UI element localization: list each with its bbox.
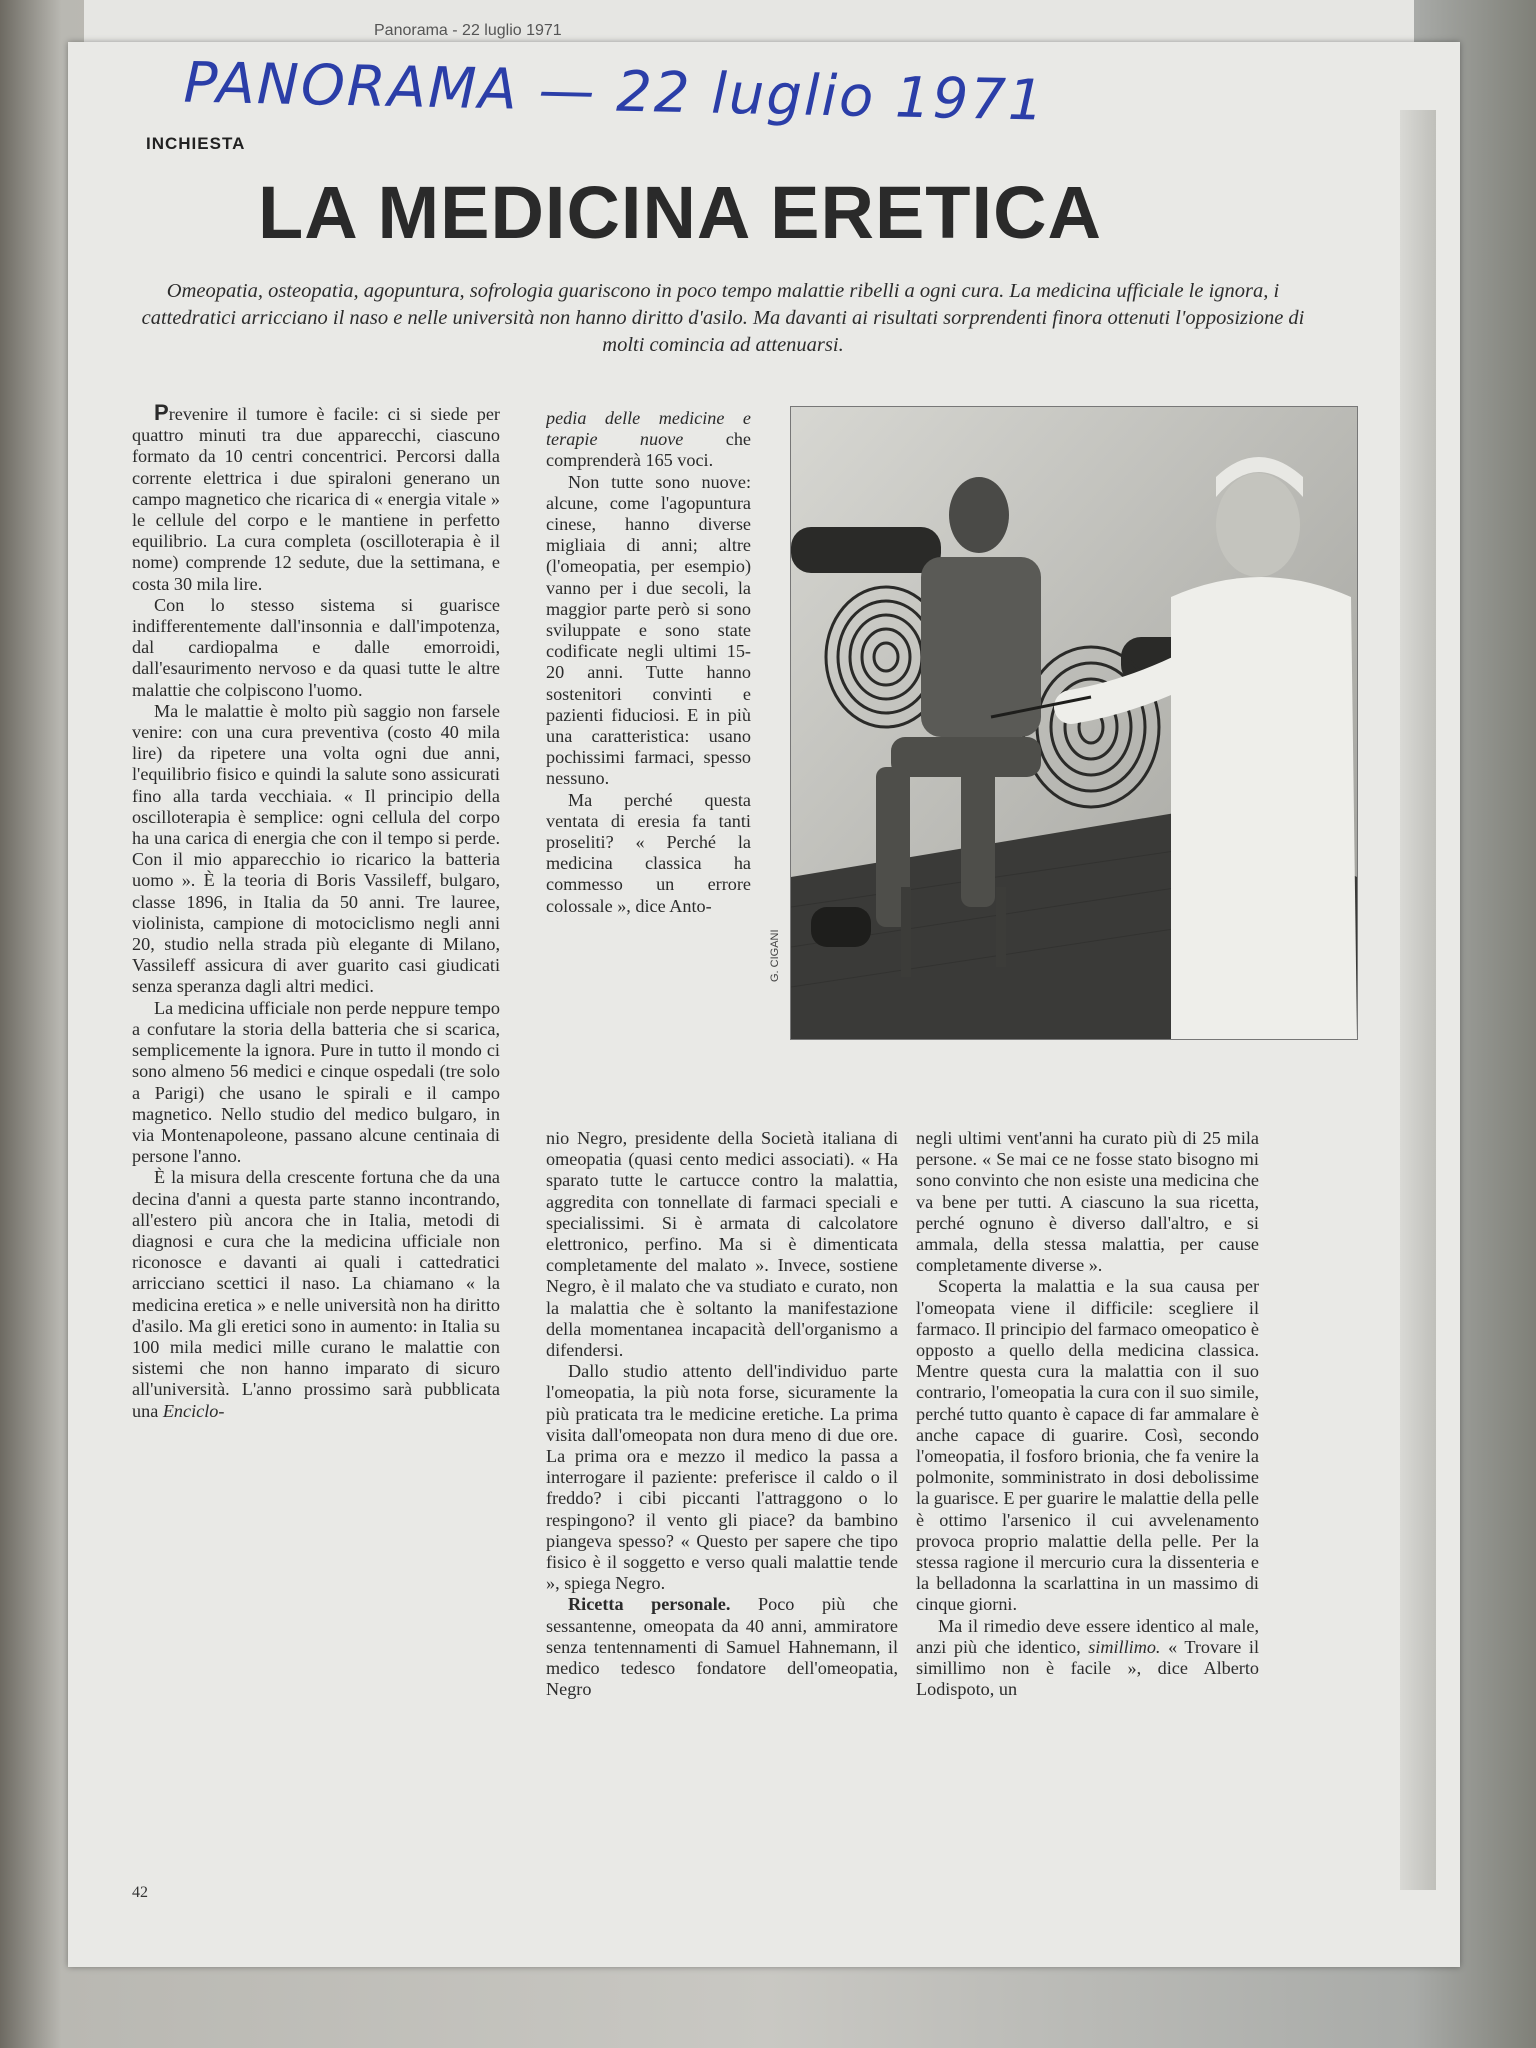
paragraph-text: che comprenderà 165 voci. [546,429,751,471]
photo-credit: G. CIGANI [769,929,781,982]
paragraph: Scoperta la malattia e la sua causa per l'omeopata viene il difficile: scegliere il farmaco. Il principio del farmaco omeopatico è opposto a quello della medicina classica. Mentre questa cura la malattia con il suo contrario, l'omeopatia la cura con il suo simile, perché tutto quanto è capace di far ammalare è anche capace di guarire. Così, secondo l'omeopatia, il fosforo brionia, che fa venire la polmonite, somministrato in dosi debolissime la guarisce. E per guarire le malattie della pelle è ottimo l'arsenico il cui avvelenamento provoca proprio malattie della pelle. Per la stessa ragione il mercurio cura la dissenteria e la belladonna la scarlattina in un massimo di cinque giorni. [916,1276,1259,1615]
paragraph [132,402,500,595]
paragraph: negli ultimi vent'anni ha curato più di 25 mila persone. « Se mai ce ne fosse stato bisogno mi sono convinto che non esiste una medicina che va bene per tutti. A ciascuno la sua ricetta, perché ognuno è diverso dall'altro, e si ammala, della stessa malattia, per cause completamente diverse ». [916,1128,1259,1276]
paragraph-text: È la misura della crescente fortuna che da una decina d'anni a questa parte stanno incontrando, all'estero più ancora che in Italia, metodi di diagnosi e cura che la medicina ufficiale non riconosce e davanti ai quali i cattedratici arricciano scettici il naso. La chiamano « la medicina eretica » e nelle università non ha diritto d'asilo. Ma gli eretici sono in aumento: in Italia su 100 mila medici mille curano le malattie con sistemi che non hanno imparato di sicuro all'università. L'anno prossimo sarà pubblicata una [132,1167,500,1421]
subheading: Ricetta personale. [568,1594,731,1615]
paragraph [132,1167,500,1421]
magazine-page [68,42,1460,1967]
paragraph: Non tutte sono nuove: alcune, come l'agopuntura cinese, hanno diverse migliaia di anni; altre (l'omeopatia, per esempio) vanno per i due secoli, la maggior parte però si sono sviluppate e sono state codificate negli ultimi 15-20 anni. Tutte hanno sostenitori convinti e pazienti fiduciosi. E in più una caratteristica: usano pochissimi farmaci, spesso nessuno. [546,471,751,789]
paragraph [546,1594,898,1700]
article-photo [790,406,1358,1040]
paragraph: Ma perché questa ventata di eresia fa tanti proseliti? « Perché la medicina classica ha commesso un errore colossale », dice Anto- [546,789,751,916]
column-2-bottom [546,1128,898,1878]
paragraph: Ma le malattie è molto più saggio non farsele venire: con una cura preventiva (costo 40 mila lire) da ripetere una volta ogni due anni, l'equilibrio fisico e quindi la salute sono assicurati fino alla tarda vecchiaia. « Il principio della oscilloterapia è semplice: ogni cellula del corpo ha una carica di energia che con il tempo si perde. Con il mio apparecchio io ricarico la batteria uomo ». È la teoria di Boris Vassileff, bulgaro, classe 1896, in Italia da 50 anni. Tre lauree, violinista, campione di motociclismo negli anni 20, studio nella strada più elegante di Milano, Vassileff assicura di aver guarito casi giudicati senza speranza dagli altri medici. [132,700,500,997]
paragraph-text: Ma il rimedio deve essere identico al male, anzi più che identico, [916,1615,1259,1657]
article-deck: Omeopatia, osteopatia, agopuntura, sofrologia guariscono in poco tempo malattie ribelli a ogni cura. La medicina ufficiale le ignora, i cattedratici arricciano il naso e nelle università non hanno diritto d'asilo. Ma davanti ai risultati sorprendenti finora ottenuti l'opposizione di molti comincia ad attenuarsi. [141,280,1305,356]
paragraph [916,1616,1259,1701]
page-edge [1400,110,1436,1890]
paragraph [546,408,751,472]
drop-cap: P [154,402,169,425]
underlying-page-header: Panorama - 22 luglio 1971 [374,22,562,39]
photo-illustration [791,407,1357,1039]
paragraph: La medicina ufficiale non perde neppure tempo a confutare la storia della batteria che si scarica, semplicemente la ignora. Pure in tutto il mondo ci sono almeno 56 medici e cinque ospedali (tre solo a Parigi) che usano le spirali e il campo magnetico. Nello studio del medico bulgaro, in via Montenapoleone, passano alcune centinaia di persone l'anno. [132,997,500,1167]
paragraph: Con lo stesso sistema si guarisce indifferentemente dall'insonnia e dall'impotenza, dal cardiopalma e dalle emorroidi, dall'esaurimento nervoso e da quasi tutte le altre malattie che colpiscono l'uomo. [132,594,500,700]
page-number: 42 [132,1884,148,1901]
italic-text: simillimo. [1088,1636,1161,1657]
italic-text: pedia delle medicine e terapie nuove [546,408,751,450]
paragraph-text: « Trovare il simillimo non è facile », dice Alberto Lodispoto, un [916,1636,1259,1700]
column-3 [916,1128,1259,1888]
column-1 [132,402,500,1932]
paragraph-text: Poco più che sessantenne, omeopata da 40 anni, ammiratore senza tentennamenti di Samuel Hahnemann, il medico tedesco fondatore dell'omeopatia, Negro [546,1594,898,1700]
paragraph: Dallo studio attento dell'individuo parte l'omeopatia, la più nota forse, sicuramente la più praticata tra le medicine eretiche. La prima visita dall'omeopata non dura meno di due ore. La prima ora e mezzo il medico la passa a interrogare il paziente: preferisce il caldo o il freddo? i cibi piccanti l'attraggono o lo respingono? il vento gli piace? da bambino piangeva spesso? « Questo per sapere che tipo fisico è il soggetto e verso quali malattie tende », spiega Negro. [546,1361,898,1594]
column-2-top [546,408,751,1120]
section-label: INCHIESTA [146,134,246,153]
paragraph-text: revenire il tumore è facile: ci si siede per quattro minuti tra due apparecchi, ciascuno formato da 10 centri concentrici. Percorsi dalla corrente elettrica i due spiraloni generano un campo magnetico che ricarica di « energia vitale » le cellule del corpo e le mantiene in perfetto equilibrio. La cura completa (oscilloterapia è il nome) comprende 12 sedute, due la settimana, e costa 30 mila lire. [132,404,500,594]
article-title: LA MEDICINA ERETICA [258,171,1102,254]
italic-text: Enciclo- [162,1400,225,1421]
handwritten-annotation: PANORAMA — 22 luglio 1971 [182,50,1047,134]
paragraph: nio Negro, presidente della Società italiana di omeopatia (quasi cento medici associati). « Ha sparato tutte le cartucce contro la malattia, aggredita con tonnellate di farmaci speciali e specialissimi. Si è armata di calcolatore elettronico, perfino. Ma si è dimenticata completamente del malato ». Invece, sostiene Negro, è il malato che va studiato e curato, non la malattia che è soltanto la manifestazione della momentanea incapacità dell'organismo a difendersi. [546,1128,898,1361]
